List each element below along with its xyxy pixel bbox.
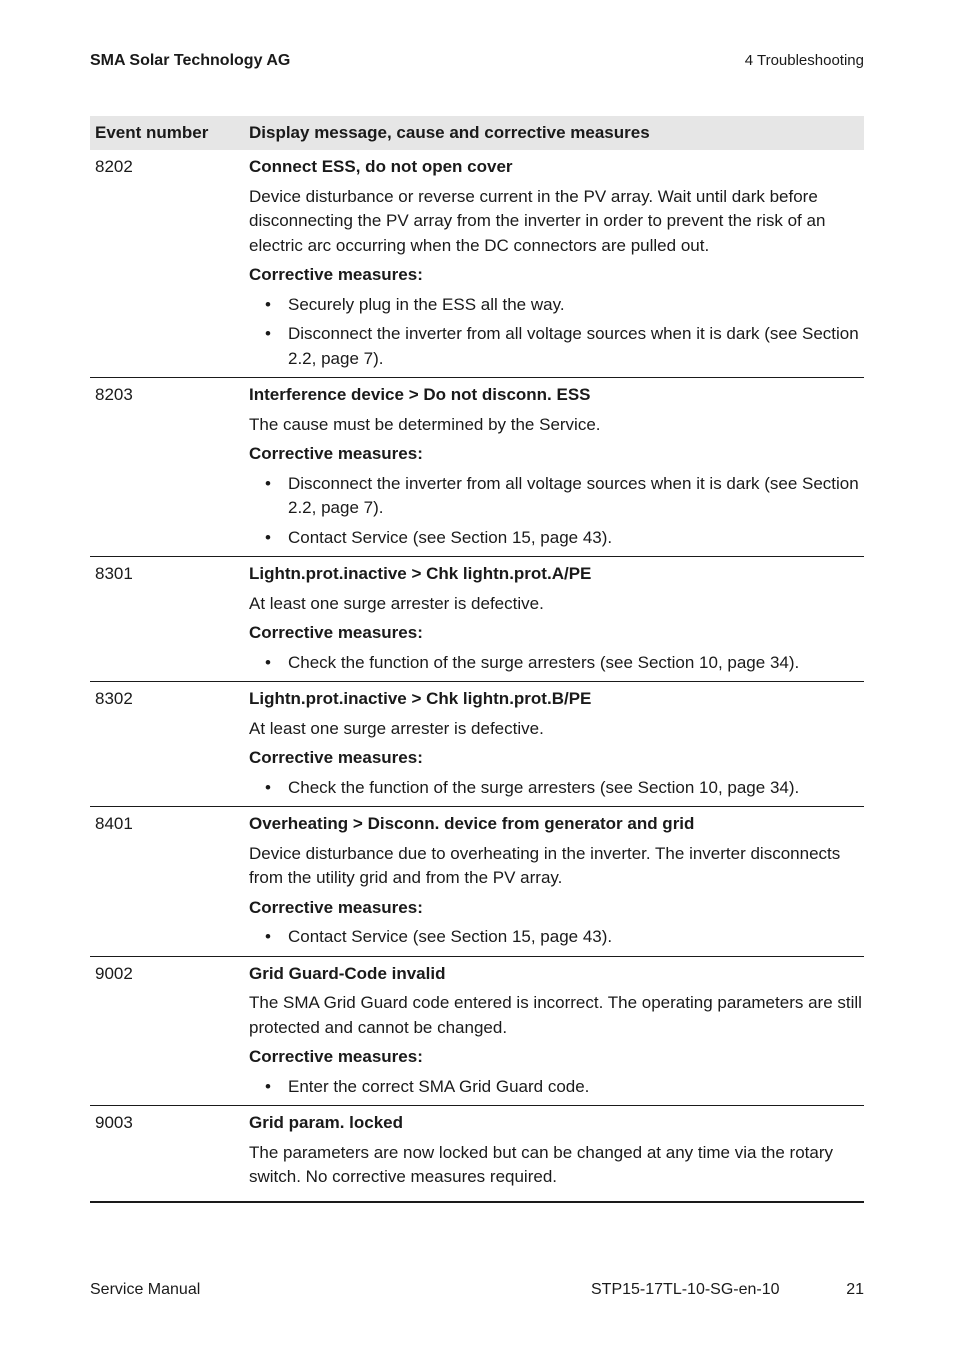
bullet-icon: • xyxy=(265,652,271,672)
event-details xyxy=(249,155,864,371)
company-name: SMA Solar Technology AG xyxy=(90,52,291,69)
corrective-measure-item xyxy=(249,293,864,318)
display-message: Interference device > Do not disconn. ESS xyxy=(249,385,591,404)
corrective-measure-item xyxy=(249,322,864,371)
table-body xyxy=(90,150,864,1203)
bullet-icon: • xyxy=(265,324,271,343)
table-row xyxy=(90,682,864,807)
bullet-icon: • xyxy=(265,777,271,797)
display-message: Connect ESS, do not open cover xyxy=(249,157,513,176)
table-row xyxy=(90,957,864,1107)
corrective-measures-label: Corrective measures: xyxy=(249,748,423,767)
corrective-measures-list xyxy=(249,1075,864,1100)
corrective-measures-label: Corrective measures: xyxy=(249,265,423,284)
event-cause: The cause must be determined by the Service. xyxy=(249,414,601,434)
table-row xyxy=(90,1106,864,1203)
corrective-measure-text: Check the function of the surge arresters (see Section 10, page 34). xyxy=(288,777,800,797)
manual-name: Service Manual xyxy=(90,1281,201,1298)
corrective-measures-list xyxy=(249,472,864,551)
corrective-measures-list xyxy=(249,776,864,801)
display-message: Overheating > Disconn. device from generator and grid xyxy=(249,814,695,833)
event-cause: Device disturbance or reverse current in the PV array. Wait until dark before disconnecting the PV array from the inverter in order to prevent the risk of an electric arc occurring when the DC connectors are pulled out. xyxy=(249,186,826,255)
corrective-measure-item xyxy=(249,925,864,950)
corrective-measure-text: Check the function of the surge arresters (see Section 10, page 34). xyxy=(288,652,800,672)
event-cause: Device disturbance due to overheating in the inverter. The inverter disconnects from the utility grid and from the PV array. xyxy=(249,843,841,887)
event-number: 8203 xyxy=(95,385,133,404)
event-cause: The SMA Grid Guard code entered is incorrect. The operating parameters are still protected and cannot be changed. xyxy=(249,993,862,1037)
event-table xyxy=(90,116,864,1203)
corrective-measure-text: Securely plug in the ESS all the way. xyxy=(288,294,565,314)
corrective-measures-label: Corrective measures: xyxy=(249,1047,423,1066)
table-row xyxy=(90,557,864,682)
corrective-measure-text: Enter the correct SMA Grid Guard code. xyxy=(288,1076,590,1096)
column-header-message: Display message, cause and corrective measures xyxy=(249,123,650,142)
table-header xyxy=(90,116,864,150)
document-id: STP15-17TL-10-SG-en-10 xyxy=(591,1281,780,1298)
corrective-measure-text: Disconnect the inverter from all voltage sources when it is dark (see Section 2.2, page 7). xyxy=(288,324,859,368)
event-details xyxy=(249,562,864,675)
display-message: Grid param. locked xyxy=(249,1113,403,1132)
event-number: 8301 xyxy=(95,564,133,583)
event-details xyxy=(249,383,864,550)
corrective-measure-item xyxy=(249,651,864,676)
corrective-measures-label: Corrective measures: xyxy=(249,897,423,917)
corrective-measures-list xyxy=(249,651,864,676)
corrective-measure-item xyxy=(249,1075,864,1100)
event-number: 9002 xyxy=(95,963,133,983)
corrective-measures-list xyxy=(249,925,864,950)
event-cause: At least one surge arrester is defective. xyxy=(249,718,544,738)
event-details xyxy=(249,812,864,950)
page-number: 21 xyxy=(846,1281,864,1298)
bullet-icon: • xyxy=(265,927,271,946)
corrective-measure-text: Contact Service (see Section 15, page 43). xyxy=(288,927,613,946)
page-header xyxy=(90,52,864,74)
corrective-measure-item xyxy=(249,472,864,521)
corrective-measures-label: Corrective measures: xyxy=(249,444,423,463)
corrective-measure-text: Disconnect the inverter from all voltage sources when it is dark (see Section 2.2, page 7). xyxy=(288,473,859,517)
event-cause: At least one surge arrester is defective. xyxy=(249,593,544,613)
event-number: 8401 xyxy=(95,814,133,833)
event-number: 9003 xyxy=(95,1113,133,1132)
corrective-measures-label: Corrective measures: xyxy=(249,623,423,642)
bullet-icon: • xyxy=(265,473,271,493)
corrective-measure-item xyxy=(249,776,864,801)
bullet-icon: • xyxy=(265,294,271,314)
table-row xyxy=(90,378,864,557)
column-header-event: Event number xyxy=(95,123,209,142)
corrective-measure-item xyxy=(249,526,864,551)
event-details xyxy=(249,687,864,800)
bullet-icon: • xyxy=(265,527,271,547)
display-message: Lightn.prot.inactive > Chk lightn.prot.B/PE xyxy=(249,689,592,708)
display-message: Lightn.prot.inactive > Chk lightn.prot.A/PE xyxy=(249,564,592,583)
corrective-measure-text: Contact Service (see Section 15, page 43). xyxy=(288,527,613,547)
event-details xyxy=(249,1111,864,1195)
display-message: Grid Guard-Code invalid xyxy=(249,963,446,983)
table-row xyxy=(90,150,864,378)
event-number: 8302 xyxy=(95,689,133,708)
event-details xyxy=(249,962,864,1100)
event-cause: The parameters are now locked but can be changed at any time via the rotary switch. No corrective measures required. xyxy=(249,1142,833,1186)
chapter-title: 4 Troubleshooting xyxy=(744,52,864,69)
corrective-measures-list xyxy=(249,293,864,372)
bullet-icon: • xyxy=(265,1076,271,1096)
event-number: 8202 xyxy=(95,157,133,176)
table-row xyxy=(90,807,864,957)
